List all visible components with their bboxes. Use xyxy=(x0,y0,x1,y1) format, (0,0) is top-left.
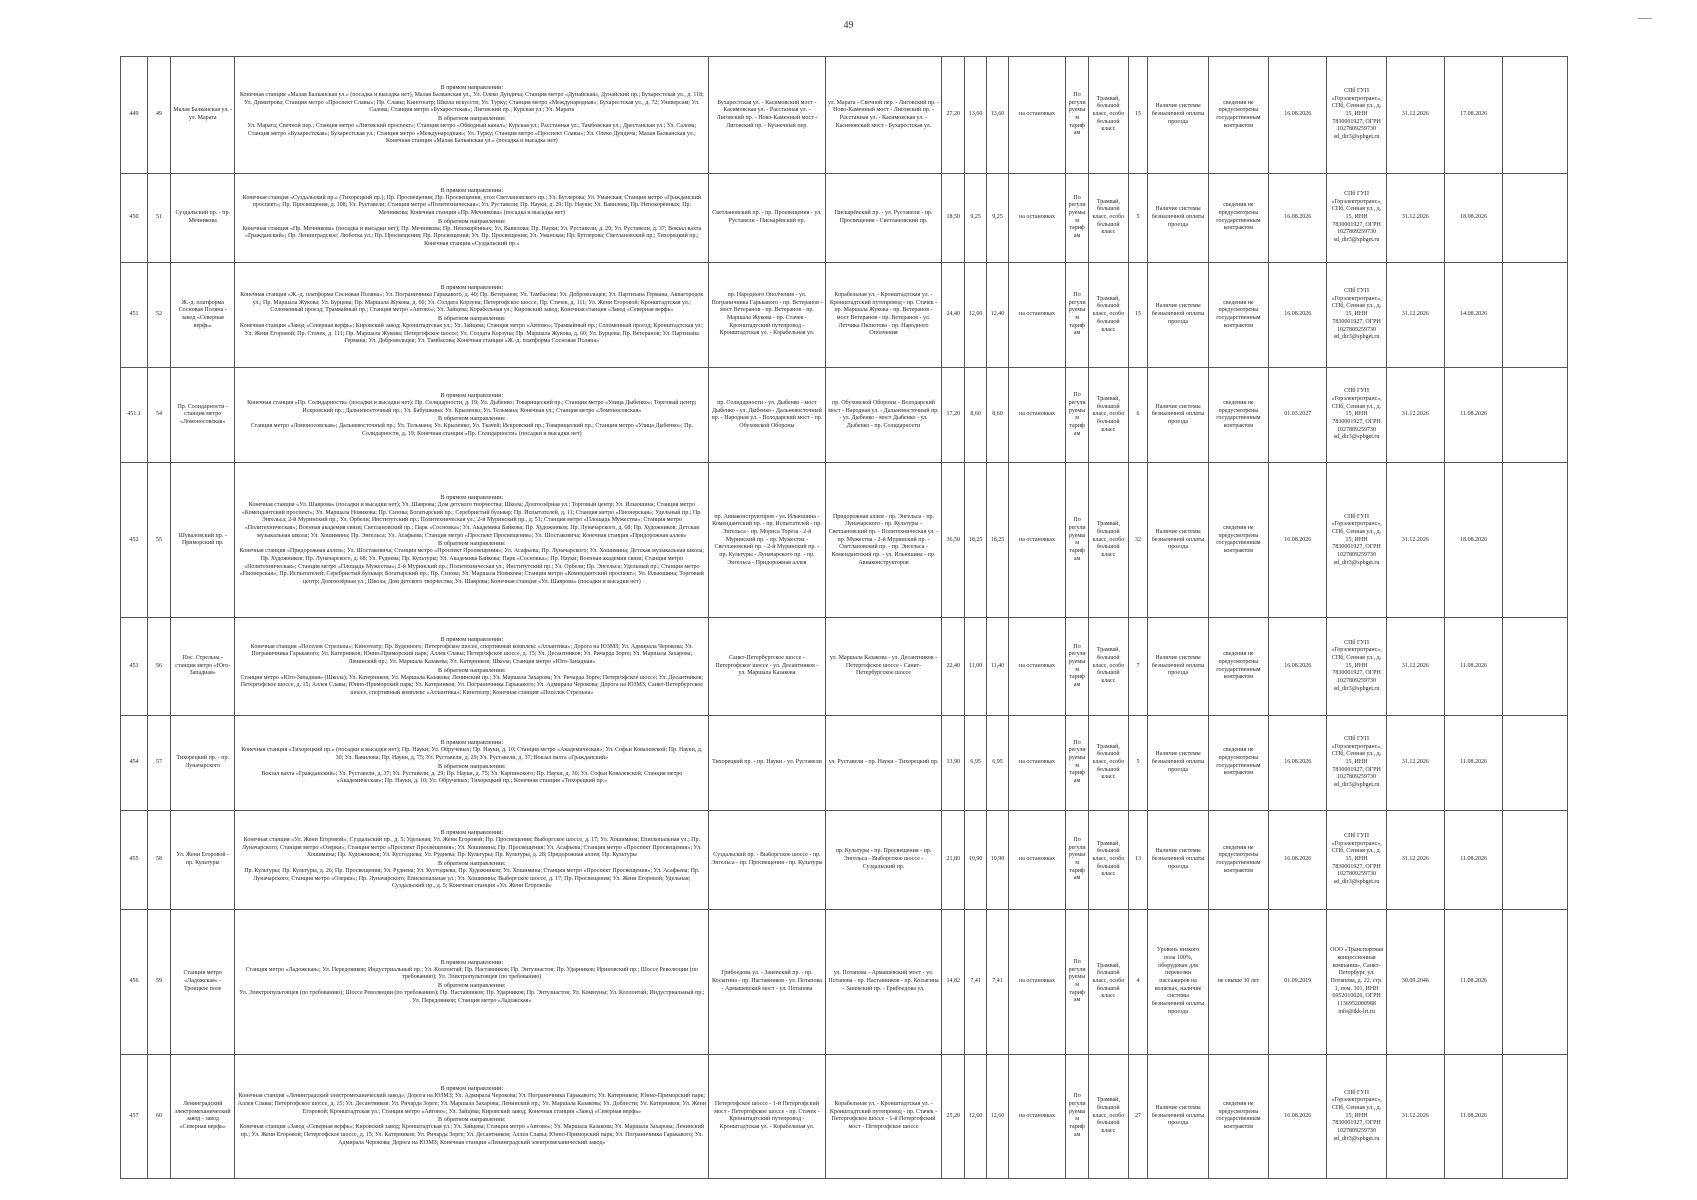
length-reverse: 12,40 xyxy=(987,262,1009,367)
direction-title-reverse: В обратном направлении: xyxy=(438,217,506,225)
boarding-order: на остановках xyxy=(1008,57,1065,174)
carrier-info: СПб ГУП «Горэлектротранс», СПб, Сенная ул., д. 15, ИНН 7830001927, ОГРН 1027809259730 sd_dir3@spbget.ru xyxy=(1327,1054,1386,1178)
registry-number: 451 xyxy=(121,262,148,367)
streets-forward: Петергофское шоссе - 1-й Петергофский мост - Петергофское шоссе - пр. Стачек - Кронштадтский путепровод - Кронштадтская ул. - Корабельная ул. xyxy=(709,1054,826,1178)
direction-title-reverse: В обратном направлении: xyxy=(438,540,506,548)
direction-title-forward: В прямом направлении: xyxy=(440,828,504,836)
contract-terms: не свыше 30 лет xyxy=(1208,910,1268,1055)
route-stops xyxy=(235,173,709,262)
start-date: 01.09.2019 xyxy=(1269,910,1327,1055)
notes-cell xyxy=(1503,262,1568,367)
carrier-info: СПб ГУП «Горэлектротранс», СПб, Сенная ул., д. 15, ИНН 7830001927, ОГРН 1027809259730 sd_dir3@spbget.ru xyxy=(1327,57,1386,174)
vehicle-quantity: 5 xyxy=(1128,715,1148,810)
boarding-order: на остановках xyxy=(1008,463,1065,618)
notes-cell xyxy=(1503,368,1568,463)
length-reverse: 8,60 xyxy=(987,368,1009,463)
route-stops xyxy=(235,910,709,1055)
direction-title-reverse: В обратном направлении: xyxy=(438,981,506,989)
vehicle-class: Трамвай, большой класс, особо большой класс xyxy=(1089,810,1129,909)
notes-cell xyxy=(1503,1054,1568,1178)
registry-number: 449 xyxy=(121,57,148,174)
commencement-date: 18.08.2026 xyxy=(1445,173,1503,262)
vehicle-class: Трамвай, большой класс, особо большой класс xyxy=(1089,262,1129,367)
route-stops xyxy=(235,810,709,909)
tariff-type: По регулируемым тарифам xyxy=(1066,463,1089,618)
registry-number: 455 xyxy=(121,810,148,909)
registry-number: 453 xyxy=(121,618,148,715)
stops-forward: Станция метро «Ладожская»; Ул. Передовиков; Индустриальный пр.; Ул. Коллонтай; Пр. Наставников; Пр. Энтузиастов; Пр. Ударников; Ириновский пр.; Шоссе Революции (по требованию); Ул. Электропультовцев (по требованию) xyxy=(245,966,698,981)
direction-title-forward: В прямом направлении: xyxy=(440,635,504,643)
route-length: 14,82 xyxy=(942,910,965,1055)
route-name: Ленинградский электромеханический завод - завод «Северная верфь» xyxy=(170,1054,235,1178)
carrier-info: СПб ГУП «Горэлектротранс», СПб, Сенная ул., д. 15, ИНН 7830001927, ОГРН 1027809259730 sd_dir3@spbget.ru xyxy=(1327,368,1386,463)
stops-reverse: Конечная станция «Завод «Северная верфь»; Кировский завод; Кронштадтская ул.; Ул. Зайцева; Станция метро «Автово»; Ул. Маршала Казакова; Ул. Маршала Захарова; Ленинский пр.; Ул. Жени Егоровой; Петергофское шоссе, д. 15; Ул. Катерников; Ул. Ричарда Зорге; Ул. Десантников; Аллея Славы; Юнно-Приморский парк; Ул. Пограничника Гарькавого; Ул. Адмирала Черокова; Дорога на ЮЗМЗ; Конечная станция «Ленинградский электромеханический завод» xyxy=(239,1124,704,1146)
contract-terms: сведения не предусмотрены государственным контрактом xyxy=(1208,810,1268,909)
stops-forward: Конечная станция «Суздальский пр.» (Тихорецкий пр.); Пр. Просвещения; Пр. Просвещения, угол Светлановского пр.; Ул. Бутлерова; Ул. Уманская; Станция метро «Гражданский проспект»; Пр. Просвещения, д. 108; Ул. Руставели; Станция метро «Политехническая»; Ул. Руставели; Пр. Науки, д. 29; Пр. Науки; Ул. Вавилова; Пр. Непокорённых; Пр. Мечникова; Конечная станция «Пр. Мечникова» (посадка и высадка нет) xyxy=(242,194,701,217)
vehicle-features: Наличие системы безналичной оплаты проезда xyxy=(1148,368,1208,463)
carrier-info: СПб ГУП «Горэлектротранс», СПб, Сенная ул., д. 15, ИНН 7830001927, ОГРН 1027809259730 sd_dir3@spbget.ru xyxy=(1327,715,1386,810)
direction-title-forward: В прямом направлении: xyxy=(440,494,504,502)
registry-number: 456 xyxy=(121,910,148,1055)
tariff-type: По регулируемым тарифам xyxy=(1066,1054,1089,1178)
table-row xyxy=(121,910,1568,1055)
route-number: 52 xyxy=(148,262,171,367)
route-length: 36,50 xyxy=(942,463,965,618)
boarding-order: на остановках xyxy=(1008,910,1065,1055)
table-row xyxy=(121,810,1568,909)
notes-cell xyxy=(1503,810,1568,909)
streets-forward: Бухарестская ул. - Касимовский мост - Касимовская ул. - Расстанная ул. - Лиговский пр. - Ново-Каменный мост - Лиговский пр. - Кузнечный пер. xyxy=(709,57,826,174)
length-reverse: 7,41 xyxy=(987,910,1009,1055)
tariff-type: По регулируемым тарифам xyxy=(1066,173,1089,262)
vehicle-quantity: 5 xyxy=(1128,173,1148,262)
vehicle-class: Трамвай, большой класс, особо большой класс xyxy=(1089,1054,1129,1178)
contract-terms: сведения не предусмотрены государственным контрактом xyxy=(1208,1054,1268,1178)
length-reverse: 11,40 xyxy=(987,618,1009,715)
route-register-table xyxy=(120,56,1568,1179)
direction-title-reverse: В обратном направлении: xyxy=(438,762,506,770)
start-date: 01.03.2027 xyxy=(1269,368,1327,463)
registry-number: 451.1 xyxy=(121,368,148,463)
table-row xyxy=(121,618,1568,715)
stops-reverse: Станция метро «Юго-Западная» (Школа); Ул. Катерников; Ул. Маршала Казакова; Ленинский пр.; Ул. Маршала Захарова; Ул. Ричарда Зорге; Петергофское шоссе; Ул. Десантников; Петергофское шоссе, д. 15; Аллея Славы; Юнно-Приморский парк; Ул. Катерников; Ул. Пограничника Гарькавого; Ул. Адмирала Черокова; Дорога на ЮЗМЗ; Санкт-Петербургское шоссе, спортивный комплекс «Атлантика»; Кинотеатр; Конечная станция «Поселок Стрельна» xyxy=(240,674,704,696)
direction-title-forward: В прямом направлении: xyxy=(440,1085,504,1093)
boarding-order: на остановках xyxy=(1008,810,1065,909)
stops-forward: Конечная станция «Малая Балканская ул.» (посадка и высадка нет), Малая Балканская ул., Ул. Олеко Дундича; Станция метро «Дунайская», Дунайский пр.; Бухарестская ул., д. 118; Ул. Димитрова; Станция метро «Проспект Славы»; Пр. Славы; Кинотеатр; Школа искусств; Ул. Турку; Станция метро «Международная»; Бухарестская ул., д. 72; Универсам; Ул. Салова; Станция метро «Бухарестская»; Лиговский пр.; Курская ул.; Ул. Марата xyxy=(239,91,704,114)
notes-cell xyxy=(1503,57,1568,174)
stops-reverse: Станция метро «Ломоносовская»; Дальневосточный пр.; Ул. Тельмана; Ул. Крыленко; Ул. Ткачей; Искровский пр.; Товарищеский пр.; Станция метро «Улица Дыбенко»; Пр. Солидарности, д. 19; Конечная станция «Пр. Солидарности» (посадки и высадки нет) xyxy=(250,423,693,437)
direction-title-forward: В прямом направлении: xyxy=(440,186,504,194)
page-number: 49 xyxy=(843,20,854,31)
carrier-info: СПб ГУП «Горэлектротранс», СПб, Сенная ул., д. 15, ИНН 7830001927, ОГРН 1027809259730 sd_dir3@spbget.ru xyxy=(1327,173,1386,262)
stops-forward: Конечная станция «Пр. Солидарности» (посадки и высадки нет); Пр. Солидарности, д. 19; Ул. Дыбенко; Товарищеский пр.; Станция метро «Улица Дыбенко»; Торговый центр; Искровский пр.; Дальневосточный пр.; Ул. Бабушкина; Ул. Крыленко; Ул. Тельмана; Конечная ул.; Станция метро «Ломоносовская» xyxy=(247,399,697,414)
direction-title-reverse: В обратном направлении: xyxy=(438,859,506,867)
stops-reverse: Ул. Электропультовцев (по требованию); Шоссе Революции (по требованию); Пр. Наставников; Пр. Ударников; Пр. Энтузиастов; Ул. Коммуны; Ул. Коллонтай; Индустриальный пр.; Ул. Передовиков; Станция метро «Ладожская» xyxy=(239,989,705,1004)
vehicle-quantity: 6 xyxy=(1128,368,1148,463)
start-date: 16.08.2026 xyxy=(1269,173,1327,262)
tariff-type: По регулируемым тарифам xyxy=(1066,618,1089,715)
contract-terms: сведения не предусмотрены государственным контрактом xyxy=(1208,262,1268,367)
stops-reverse: Конечная станция «Придорожная аллея»; Ул. Шостаковича; Станция метро «Проспект Просвещения»; Ул. Асафьева; Пр. Луначарского; Ул. Хошимина; Детская музыкальная школа; Пр. Художников; Пр. Луначарского, д. 68; Ул. Руднева; Пр. Культуры; Ул. Академика Байкова; Парк «Сосновка»; Пр. Науки; Военная академия связи; Станция метро «Политехническая»; Станция метро «Площадь Мужества»; 2-й Муринский пр.; Политехническая ул.; Институтский пр.; Ул. Орбели; Пр. Энгельса; Удельный пр.; Станция метро «Пионерская»; Пр. Испытателей; Серебристый бульвар; Богатырский пр.; Пр. Сизова; Ул. Маршала Новикова; Станция метро «Комендантский проспект»; Ул. Ильюшина; Торговый центр; Долгоозёрная ул.; Школа; Дом детского творчества; Ул. Шаврова; Конечная станция «Ул. Шаврова» (посадки и высадки нет) xyxy=(239,548,705,586)
vehicle-quantity: 4 xyxy=(1128,910,1148,1055)
notes-cell xyxy=(1503,715,1568,810)
length-forward: 18,25 xyxy=(965,463,987,618)
direction-title-reverse: В обратном направлении: xyxy=(438,114,506,122)
streets-reverse: Корабельная ул. - Кронштадтская ул. - Кронштадтский путепровод - пр. Стачек - Петергофское шоссе - 1-й Петергофский мост - Петергофское шоссе xyxy=(825,1054,942,1178)
streets-reverse: Придорожная аллея - пр. Энгельса - пр. Луначарского - пр. Культуры - Светлановский пр. - Политехническая ул. - пр. Мужества - 2-й Муринский пр. - Светлановский пр. - пр. Энгельса - Комендантский пр. - ул. Ильюшина - пр. Авиаконструкторов xyxy=(825,463,942,618)
direction-title-forward: В прямом направлении: xyxy=(440,83,504,91)
start-date: 16.08.2026 xyxy=(1269,57,1327,174)
streets-forward: Тихорецкий пр. - пр. Науки - ул. Руставели xyxy=(709,715,826,810)
contract-end-date: 31.12.2026 xyxy=(1386,57,1444,174)
table-row xyxy=(121,173,1568,262)
route-stops xyxy=(235,368,709,463)
stops-reverse: Вокзал вахта «Гражданский»; Ул. Руставели, д. 37; Ул. Руставели, д. 29; Пр. Науки, д. 75; Ул. Карпинского; Пр. Науки, д. 30; Ул. Софьи Ковалевской; Станция метро «Академическая»; Пр. Науки, д. 10; Ул. Обручевых; Тихорецкий пр.; Конечная станция «Тихорецкий пр.» xyxy=(261,770,683,785)
route-stops xyxy=(235,57,709,174)
commencement-date: 11.08.2026 xyxy=(1445,715,1503,810)
vehicle-quantity: 27 xyxy=(1128,1054,1148,1178)
start-date: 16.08.2026 xyxy=(1269,463,1327,618)
carrier-info: СПб ГУП «Горэлектротранс», СПб, Сенная ул., д. 15, ИНН 7830001927, ОГРН 1027809259730 sd_dir3@spbget.ru xyxy=(1327,810,1386,909)
vehicle-quantity: 13 xyxy=(1128,810,1148,909)
route-stops xyxy=(235,715,709,810)
route-name: Тихорецкий пр. - пр. Луначарского xyxy=(170,715,235,810)
contract-end-date: 31.12.2026 xyxy=(1386,173,1444,262)
commencement-date: 11.08.2026 xyxy=(1445,910,1503,1055)
boarding-order: на остановках xyxy=(1008,618,1065,715)
carrier-info: СПб ГУП «Горэлектротранс», СПб, Сенная ул., д. 15, ИНН 7830001927, ОГРН 1027809259730 sd_dir3@spbget.ru xyxy=(1327,262,1386,367)
commencement-date: 11.08.2026 xyxy=(1445,1054,1503,1178)
start-date: 16.08.2026 xyxy=(1269,262,1327,367)
stops-forward: Конечная станция «Ул. Жени Егоровой»; Суздальский пр., д. 5; Удельная; Ул. Жени Егоровой; Пр. Просвещения; Выборгское шоссе, д. 17; Ул. Хошимина; Епископальная ул.; Пр. Луначарского; Станция метро «Озерки»; Станция метро «Проспект Просвещения»; Ул. Хошимина; Пр. Просвещения; Ул. Асафьева; Станция метро «Проспект Просвещения»; Ул. Хошимина; Пр. Художников; Ул. Кустодиева; Ул. Руднева; Пр. Культуры; Пр. Культуры, д. 28; Придорожная аллея; Пр. Культуры xyxy=(242,836,702,859)
contract-end-date: 31.12.2026 xyxy=(1386,262,1444,367)
commencement-date: 11.08.2026 xyxy=(1445,810,1503,909)
contract-end-date: 31.12.2026 xyxy=(1386,618,1444,715)
stops-forward: Конечная станция «Ж.-д. платформа Сосновая Поляна»; Ул. Пограничника Гарькавого, д. 40; Пр. Ветеранов; Ул. Тамбасова; Ул. Добровольцев; Ул. Партизана Германа, Авиагородок ул.; Пр. Маршала Жукова; Ул. Бурцева; Пр. Маршала Жукова, д. 60; Ул. Солдата Корзуна; Петергофское шоссе; Пр. Стачек, д. 111; Ул. Жени Егоровой; Кронштадтская ул.; Соломенный проезд; Трамвайный пр.; Станция метро «Автово»; Ул. Зайцева; Корабельная ул.; Кировский завод; Конечная станция «Завод «Северная верфь» xyxy=(240,291,704,314)
tariff-type: По регулируемым тарифам xyxy=(1066,57,1089,174)
contract-terms: сведения не предусмотрены государственным контрактом xyxy=(1208,463,1268,618)
contract-terms: сведения не предусмотрены государственным контрактом xyxy=(1208,57,1268,174)
commencement-date: 18.08.2026 xyxy=(1445,463,1503,618)
route-number: 49 xyxy=(148,57,171,174)
streets-forward: Санкт-Петербургское шоссе - Петергофское шоссе - ул. Десантников - ул. Маршала Казакова xyxy=(709,618,826,715)
streets-reverse: Пискарёвский пр. - ул. Руставели - пр. Просвещения - Светлановский пр. xyxy=(825,173,942,262)
notes-cell xyxy=(1503,463,1568,618)
route-length: 13,90 xyxy=(942,715,965,810)
contract-end-date: 31.12.2026 xyxy=(1386,463,1444,618)
stops-forward: Конечная станция «Поселок Стрельна»; Кинотеатр; Пр. Буденного; Петергофское шоссе, спортивный комплекс «Атлантика»; Дорога на ЮЗМЗ; Ул. Адмирала Черокова; Ул. Пограничника Гарькавого; Ул. Катерников; Юнно-Приморский парк; Аллея Славы; Петергофское шоссе, д. 15; Ул. Десантников; Ул. Ричарда Зорге; Ул. Маршала Захарова; Ленинский пр.; Ул. Маршала Казакова; Ул. Катерников; Школа; Станция метро «Юго-Западная» xyxy=(250,643,694,665)
vehicle-features: Наличие системы безналичной оплаты проезда xyxy=(1148,1054,1208,1178)
tariff-type: По регулируемым тарифам xyxy=(1066,910,1089,1055)
boarding-order: на остановках xyxy=(1008,715,1065,810)
length-forward: 6,95 xyxy=(965,715,987,810)
route-number: 57 xyxy=(148,715,171,810)
route-name: Пр. Солидарности - станция метро «Ломоносовская» xyxy=(170,368,235,463)
direction-title-reverse: В обратном направлении: xyxy=(438,1116,506,1124)
route-length: 21,80 xyxy=(942,810,965,909)
stops-reverse: Пр. Культуры; Пр. Культуры, д. 26; Пр. Просвещения; Ул. Руднева; Ул. Кустодиева; Пр. Художников; Ул. Хошимина; Станция метро «Проспект Просвещения»; Ул. Асафьева; Пр. Луначарского; Станция метро «Озерки»; Пр. Луначарского; Епископальная ул.; Ул. Хошимина; Выборгское шоссе, д. 17; Пр. Просвещения; Ул. Жени Егоровой; Удельная; Суздальский пр., д. 5; Конечная станция «Ул. Жени Егоровой» xyxy=(244,867,700,890)
direction-title-reverse: В обратном направлении: xyxy=(438,315,506,322)
length-forward: 7,41 xyxy=(965,910,987,1055)
route-number: 59 xyxy=(148,910,171,1055)
start-date: 16.08.2026 xyxy=(1269,810,1327,909)
route-stops xyxy=(235,463,709,618)
stops-reverse: Конечная станция «Пр. Мечникова» (посадка и высадки нет); Пр. Мечникова; Пр. Непокорённых; Ул. Вавилова; Пр. Науки; Ул. Руставели, д. 29; Ул. Руставели, д. 37; Вокзал вахта «Гражданский»; Пр. Ленинградское; Люботка ул.; Пр. Просвещения; Пр. Просвещения; Ул. Пр. Просвещения; Ул. Уманская; Пр. Бутлерова; Светлановский пр.; Тихорецкий пр.; Конечная станция «Суздальский пр.» xyxy=(242,225,702,248)
streets-reverse: пр. Культуры - пр. Просвещения - пр. Энгельса - Выборгское шоссе - Суздальский пр. xyxy=(825,810,942,909)
route-length: 25,20 xyxy=(942,1054,965,1178)
contract-end-date: 31.12.2026 xyxy=(1386,715,1444,810)
length-reverse: 18,25 xyxy=(987,463,1009,618)
route-length: 17,20 xyxy=(942,368,965,463)
vehicle-features: Наличие системы безналичной оплаты проезда xyxy=(1148,618,1208,715)
vehicle-class: Трамвай, большой класс, особо большой класс xyxy=(1089,618,1129,715)
registry-number: 457 xyxy=(121,1054,148,1178)
tariff-type: По регулируемым тарифам xyxy=(1066,368,1089,463)
contract-end-date: 31.12.2026 xyxy=(1386,368,1444,463)
registry-number: 454 xyxy=(121,715,148,810)
vehicle-class: Трамвай, большой класс, особо большой класс xyxy=(1089,368,1129,463)
length-reverse: 12,60 xyxy=(987,1054,1009,1178)
contract-terms: сведения не предусмотрены государственным контрактом xyxy=(1208,618,1268,715)
notes-cell xyxy=(1503,618,1568,715)
route-number: 51 xyxy=(148,173,171,262)
route-length: 24,40 xyxy=(942,262,965,367)
route-name: Станция метро «Ладожская» - Троицкое поле xyxy=(170,910,235,1055)
length-reverse: 9,25 xyxy=(987,173,1009,262)
table-row xyxy=(121,463,1568,618)
vehicle-class: Трамвай, большой класс, особо большой класс xyxy=(1089,57,1129,174)
commencement-date: 11.08.2026 xyxy=(1445,368,1503,463)
route-number: 54 xyxy=(148,368,171,463)
direction-title-reverse: В обратном направлении: xyxy=(438,666,506,674)
streets-reverse: ул. Потапова - Армашевский мост - ул. Потапова - пр. Наставников - пр. Косыгина - Заневский пр. - Грибоедова ул. xyxy=(825,910,942,1055)
route-stops xyxy=(235,262,709,367)
commencement-date: 17.08.2026 xyxy=(1445,57,1503,174)
commencement-date: 14.08.2026 xyxy=(1445,262,1503,367)
length-forward: 9,25 xyxy=(965,173,987,262)
contract-terms: сведения не предусмотрены государственным контрактом xyxy=(1208,715,1268,810)
tariff-type: По регулируемым тарифам xyxy=(1066,715,1089,810)
start-date: 16.08.2026 xyxy=(1269,618,1327,715)
vehicle-quantity: 7 xyxy=(1128,618,1148,715)
route-length: 27,20 xyxy=(942,57,965,174)
length-reverse: 13,60 xyxy=(987,57,1009,174)
length-forward: 8,60 xyxy=(965,368,987,463)
registry-number: 452 xyxy=(121,463,148,618)
route-length: 22,40 xyxy=(942,618,965,715)
contract-end-date: 30.09.2046 xyxy=(1386,910,1444,1055)
tariff-type: По регулируемым тарифам xyxy=(1066,262,1089,367)
table-row xyxy=(121,715,1568,810)
streets-reverse: Корабельная ул. - Кронштадтская ул. - Кронштадтский путепровод - пр. Стачек - пр. Маршала Жукова - пр. Ветеранов - мост Ветеранов - пр. Ветеранов - ул. Летчика Пилютова - пр. Народного Ополчения xyxy=(825,262,942,367)
vehicle-features: Уровень низкого пола 100%, оборудован для перевозки пассажиров на колясках, наличие системы безналичной оплаты проезда xyxy=(1148,910,1208,1055)
streets-reverse: ул. Марата - Свечной пер. - Лиговский пр. - Ново-Каменный мост - Лиговский пр. - Расстанная ул. - Касимовская ул. - Касимовский мост - Бухарестская ул. xyxy=(825,57,942,174)
start-date: 16.08.2026 xyxy=(1269,715,1327,810)
route-length: 18,50 xyxy=(942,173,965,262)
streets-reverse: ул. Руставели - пр. Науки - Тихорецкий пр. xyxy=(825,715,942,810)
streets-forward: пр. Народного Ополчения - ул. Пограничника Гарькавого - пр. Ветеранов - мост Ветеранов - пр. Ветеранов - пр. Маршала Жукова - пр. Стачек - Кронштадтский путепровод - Кронштадтская ул. - Корабельная ул. xyxy=(709,262,826,367)
direction-title-reverse: В обратном направлении: xyxy=(438,415,506,423)
route-stops xyxy=(235,1054,709,1178)
route-stops xyxy=(235,618,709,715)
stops-reverse: Ул. Марата; Свечной пер.; Станция метро «Лиговский проспект»; Станция метро «Обводный канал»; Курская ул.; Расстанная ул.; Тамбовская ул.; Дрестанская ул.; Ул. Салова; Станция метро «Бухарестская»; Бухарестская ул.; Станция метро «Международная»; Ул. Турку; Станция метро «Проспект Славы»; Ул. Олеко Дундича; Малая Балканская ул.; Конечная станция «Малая Балканская ул.» (посадка и высадка нет) xyxy=(247,122,697,145)
vehicle-features: Наличие системы безналичной оплаты проезда xyxy=(1148,810,1208,909)
route-name: Ж.-д. платформа Сосновая Поляна - завод «Северная верфь» xyxy=(170,262,235,367)
boarding-order: на остановках xyxy=(1008,1054,1065,1178)
stops-forward: Конечная станция «Ленинградский электромеханический завод»; Дорога на ЮЗМЗ; Ул. Адмирала Черокова; Ул. Пограничника Гарькавого; Ул. Катерников; Юнно-Приморский парк; Аллея Славы; Петергофское шоссе, д. 15; Ул. Десантников; Ул. Ричарда Зорге; Ул. Маршала Захарова; Ленинский пр.; Ул. Маршала Казакова; Ул. Доблести; Ул. Катерников; Ул. Жени Егоровой; Кронштадтская ул.; Станция метро «Автово»; Ул. Зайцева; Кировский завод; Конечная станция «Завод «Северная верфь» xyxy=(237,1093,707,1115)
vehicle-quantity: 15 xyxy=(1128,57,1148,174)
boarding-order: на остановках xyxy=(1008,368,1065,463)
contract-terms: сведения не предусмотрены государственным контрактом xyxy=(1208,368,1268,463)
vehicle-features: Наличие системы безналичной оплаты проезда xyxy=(1148,57,1208,174)
table-row xyxy=(121,1054,1568,1178)
vehicle-class: Трамвай, большой класс, особо большой класс xyxy=(1089,910,1129,1055)
vehicle-quantity: 32 xyxy=(1128,463,1148,618)
route-number: 58 xyxy=(148,810,171,909)
vehicle-features: Наличие системы безналичной оплаты проезда xyxy=(1148,262,1208,367)
streets-forward: Светлановский пр. - пр. Просвещения - ул. Руставели - Пискарёвский пр. xyxy=(709,173,826,262)
length-forward: 13,60 xyxy=(965,57,987,174)
direction-title-forward: В прямом направлении: xyxy=(440,958,504,966)
vehicle-class: Трамвай, большой класс, особо большой класс xyxy=(1089,463,1129,618)
vehicle-quantity: 15 xyxy=(1128,262,1148,367)
streets-reverse: ул. Маршала Казакова - ул. Десантников - Петергофское шоссе - Санкт-Петербургское шоссе xyxy=(825,618,942,715)
route-name: Пос. Стрельна - станция метро «Юго-Западная» xyxy=(170,618,235,715)
boarding-order: на остановках xyxy=(1008,173,1065,262)
table-row xyxy=(121,368,1568,463)
route-number: 56 xyxy=(148,618,171,715)
direction-title-forward: В прямом направлении: xyxy=(440,392,504,400)
stops-forward: Конечная станция «Тихорецкий пр.» (посадки и высадки нет); Пр. Науки; Ул. Обручевых; Пр. Науки, д. 10; Станция метро «Академическая»; Ул. Софьи Ковалевской; Пр. Науки, д. 30; Ул. Вавилова; Пр. Науки, д. 75; Ул. Руставели, д. 29; Ул. Руставели, д. 37; Вокзал вахта «Гражданский» xyxy=(241,747,703,762)
registry-number: 450 xyxy=(121,173,148,262)
direction-title-forward: В прямом направлении: xyxy=(440,739,504,747)
streets-forward: Суздальский пр. - Выборгское шоссе - пр. Энгельса - пр. Просвещения - пр. Культуры xyxy=(709,810,826,909)
table-row xyxy=(121,262,1568,367)
length-forward: 12,00 xyxy=(965,262,987,367)
direction-title-forward: В прямом направлении: xyxy=(440,284,504,292)
route-number: 60 xyxy=(148,1054,171,1178)
streets-reverse: пр. Обуховской Обороны - Володарский мост - Народная ул. - Дальневосточный пр. - ул. Дыбенко - мост Дыбенко - ул. Дыбенко - пр. Солидарности xyxy=(825,368,942,463)
boarding-order: на остановках xyxy=(1008,262,1065,367)
carrier-info: СПб ГУП «Горэлектротранс», СПб, Сенная ул., д. 15, ИНН 7830001927, ОГРН 1027809259730 sd_dir3@spbget.ru xyxy=(1327,618,1386,715)
route-number: 55 xyxy=(148,463,171,618)
length-reverse: 6,95 xyxy=(987,715,1009,810)
notes-cell xyxy=(1503,910,1568,1055)
route-name: Суздальский пр. - пр. Мечникова xyxy=(170,173,235,262)
table-row xyxy=(121,57,1568,174)
streets-forward: пр. Авиаконструкторов - ул. Ильюшина - Комендантский пр. - пр. Испытателей - пр. Энгельса - пр. Мориса Тореза - 2-й Муринский пр. - пр. Мужества - Светлановский пр. - 2-й Муринский пр. - пр. Культуры - Луначарского пр. - пр. Энгельса - Придорожная аллея xyxy=(709,463,826,618)
streets-forward: пр. Солидарности - ул. Дыбенко - мост Дыбенко - ул. Дыбенко - Дальневосточный пр. - Народная ул. - Володарский мост - пр. Обуховской Обороны xyxy=(709,368,826,463)
contract-terms: сведения не предусмотрены государственным контрактом xyxy=(1208,173,1268,262)
route-name: Ул. Жени Егоровой - пр. Культуры xyxy=(170,810,235,909)
vehicle-features: Наличие системы безналичной оплаты проезда xyxy=(1148,173,1208,262)
route-name: Шуваловский пр. - Приморский пр. xyxy=(170,463,235,618)
carrier-info: СПб ГУП «Горэлектротранс», СПб, Сенная ул., д. 15, ИНН 7830001927, ОГРН 1027809259730 sd_dir3@spbget.ru xyxy=(1327,463,1386,618)
length-forward: 12,60 xyxy=(965,1054,987,1178)
carrier-info: ООО «Транспортная концессионная компания», Санкт-Петербург, ул. Потапова, д. 22, стр. 1, пом. 301, ИНН 6952010026, ОГРН 1136952000988 info@tkk-lrt.ru xyxy=(1327,910,1386,1055)
stops-reverse: Конечная станция «Завод «Северная верфь»; Кировский завод; Кронштадтская ул.; Ул. Зайцева; Станция метро «Автово»; Трамвайный пр.; Соломенный проезд; Кронштадтская ул.; Ул. Жени Егоровой; Пр. Стачек, д. 111; Пр. Маршала Жукова; Петергофское шоссе; Ул. Солдата Корзуна; Пр. Маршала Жукова, д. 60; Ул. Бурцева; Пр. Ветеранов; Ул. Партизана Германа; Ул. Добровольцев; Ул. Тамбасова; Конечная станция «Ж.-д. платформа Сосновая Поляна» xyxy=(239,322,704,345)
corner-mark xyxy=(1638,18,1652,19)
tariff-type: По регулируемым тарифам xyxy=(1066,810,1089,909)
stops-forward: Конечная станция «Ул. Шаврова» (посадки и высадки нет); Ул. Шаврова; Дом детского творчества; Школа; Долгоозёрная ул.; Торговый центр; Ул. Ильюшина; Станция метро «Комендантский проспект»; Ул. Маршала Новикова; Пр. Сизова; Богатырский пр.; Серебристый бульвар; Пр. Испытателей, д. 11; Станция метро «Пионерская»; Удельный пр.; Пр. Энгельса; 2-й Муринский пр.; Ул. Орбели; Институтский пр.; Политехническая ул.; 2-й Муринский пр., д. 51; Станция метро «Площадь Мужества»; Станция метро «Политехническая»; Военная академия связи; Светлановский пр.; Парк «Сосновка»; Ул. Академика Байкова; Пр. Художников; Пр. Луначарского, д. 68; Пр. Художников; Детская музыкальная школа; Ул. Хошимина; Пр. Энгельса; Ул. Асафьева; Станция метро «Проспект Просвещения»; Ул. Шостаковича; Конечная станция «Придорожная аллея» xyxy=(241,502,702,539)
vehicle-features: Наличие системы безналичной оплаты проезда xyxy=(1148,715,1208,810)
contract-end-date: 31.12.2026 xyxy=(1386,1054,1444,1178)
vehicle-class: Трамвай, большой класс, особо большой класс xyxy=(1089,715,1129,810)
notes-cell xyxy=(1503,173,1568,262)
route-name: Малая Балканская ул. - ул. Марата xyxy=(170,57,235,174)
length-forward: 11,00 xyxy=(965,618,987,715)
commencement-date: 11.08.2026 xyxy=(1445,618,1503,715)
vehicle-features: Наличие системы безналичной оплаты проезда xyxy=(1148,463,1208,618)
contract-end-date: 31.12.2026 xyxy=(1386,810,1444,909)
start-date: 16.08.2026 xyxy=(1269,1054,1327,1178)
vehicle-class: Трамвай, большой класс, особо большой класс xyxy=(1089,173,1129,262)
length-forward: 10,90 xyxy=(965,810,987,909)
length-reverse: 10,90 xyxy=(987,810,1009,909)
streets-forward: Грибоедова ул. - Заневский пр. - пр. Косыгина - пр. Наставников - ул. Потапова - Армашевский мост - ул. Потапова xyxy=(709,910,826,1055)
